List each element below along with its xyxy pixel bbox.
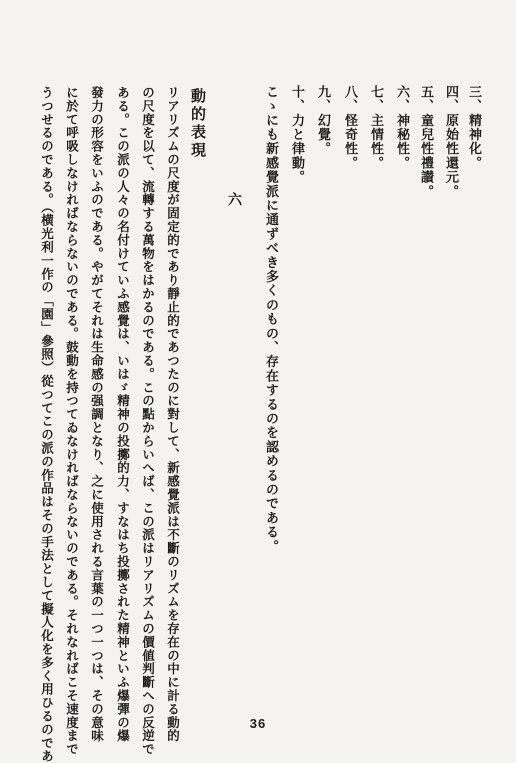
list-item: 十、力と律動。: [289, 85, 304, 185]
body-text-line: の尺度を以て、流轉する萬物をはかるのである。この點からいへば、この派はリアリズムの價値判斷への反逆で: [140, 86, 156, 756]
list-item: 六、神秘性。: [394, 85, 409, 171]
body-text-line: ある。この派の人々の名付けていふ感覺は、いはゞ精神の投擲的力、すなはち投擲された精神といふ爆彈の爆: [115, 86, 131, 743]
list-item: 九、幻覺。: [315, 85, 330, 156]
list-item: 八、怪奇性。: [342, 85, 357, 171]
section-number: 六: [226, 192, 242, 208]
page-number: 36: [249, 716, 267, 731]
list-item: 三、精神化。: [466, 85, 481, 171]
list-item: 四、原始性還元。: [443, 85, 458, 199]
body-text-line: リアリズムの尺度が固定的であり靜止的であつたのに對して、新感覺派は不斷のリズムを存在の中に計る動的: [165, 86, 181, 743]
body-text-line: 發力の形容をいふのである。やがてそれは生命感の强調となり、之に使用される言葉の一つ一つは、その意味: [89, 86, 105, 743]
body-text-line: に於て呼吸しなければならないのである。鼓動を持つてゐなければならないのである。それなればこそ速度まで: [64, 86, 80, 756]
list-item: 七、主情性。: [368, 85, 383, 171]
body-text-line: うつせるのである。（横光利一作の「園」參照）從つてこの派の作品はその手法として擬人化を多く用ひるのであ: [39, 86, 55, 763]
list-item: 五、童兒性禮讃。: [418, 85, 433, 199]
list-conclusion: こゝにも新感覺派に通ずべき多くのもの、存在するのを認めるのである。: [263, 85, 278, 554]
section-heading: 動的表現: [189, 88, 207, 160]
